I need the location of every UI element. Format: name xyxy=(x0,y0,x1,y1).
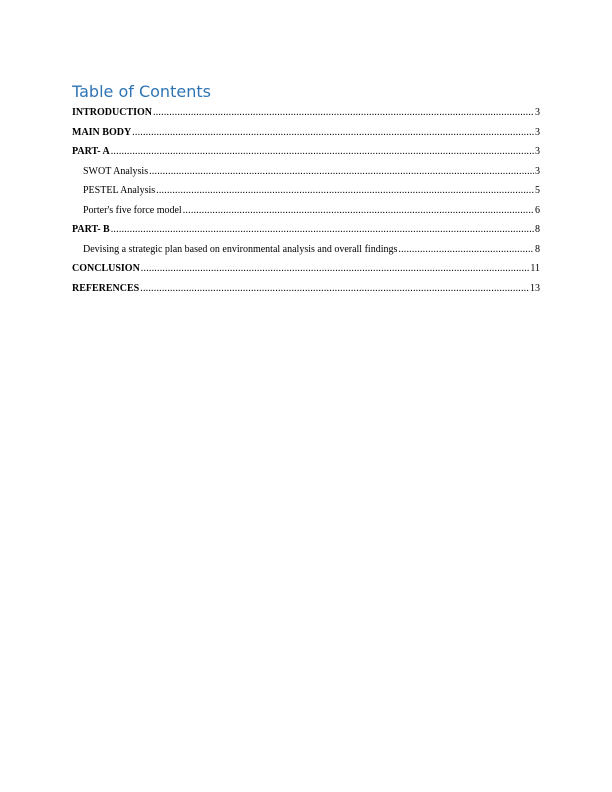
toc-title: Table of Contents xyxy=(72,82,211,101)
toc-dot-leader xyxy=(141,259,530,279)
toc-entry-pestel-analysis[interactable] xyxy=(72,181,540,201)
toc-entry-label: INTRODUCTION xyxy=(72,107,153,118)
toc-dot-leader xyxy=(183,201,534,221)
toc-entry-label: REFERENCES xyxy=(72,282,140,294)
toc-entry-part-a[interactable] xyxy=(72,142,540,162)
toc-dot-leader xyxy=(140,279,529,299)
toc-entry-page-number: 3 xyxy=(535,126,540,138)
toc-entry-label: Devising a strategic plan based on environmental analysis and overall findings xyxy=(83,243,398,255)
toc-dot-leader xyxy=(111,220,534,240)
toc-entry-page-number: 8 xyxy=(535,243,540,255)
toc-entry-label: PART- B xyxy=(72,224,110,235)
toc-entry-part-b[interactable] xyxy=(72,220,540,240)
toc-entry-main-body[interactable] xyxy=(72,123,540,143)
toc-entry-label: CONCLUSION xyxy=(72,263,140,274)
toc-entry-page-number: 11 xyxy=(530,263,540,274)
toc-dot-leader xyxy=(149,162,534,182)
toc-entry-strategic-plan[interactable] xyxy=(72,240,540,260)
toc-entry-label: PESTEL Analysis xyxy=(83,185,156,196)
toc-entry-page-number: 3 xyxy=(535,165,540,177)
toc-entry-conclusion[interactable] xyxy=(72,259,540,279)
table-of-contents xyxy=(72,82,540,298)
toc-entry-label: PART- A xyxy=(72,146,110,157)
toc-entry-page-number: 13 xyxy=(530,282,540,294)
toc-dot-leader xyxy=(156,181,534,201)
toc-entry-references[interactable] xyxy=(72,279,540,299)
toc-dot-leader xyxy=(398,240,534,260)
toc-entry-label: Porter's five force model xyxy=(83,204,182,216)
toc-entry-page-number: 3 xyxy=(535,146,540,157)
toc-entry-label: MAIN BODY xyxy=(72,126,132,138)
toc-entry-page-number: 8 xyxy=(535,224,540,235)
toc-entry-label: SWOT Analysis xyxy=(83,165,149,177)
toc-dot-leader xyxy=(153,103,534,123)
toc-entry-page-number: 6 xyxy=(535,204,540,216)
toc-dot-leader xyxy=(132,123,534,143)
toc-dot-leader xyxy=(111,142,534,162)
toc-entry-introduction[interactable] xyxy=(72,103,540,123)
toc-entry-page-number: 5 xyxy=(535,185,540,196)
toc-entry-swot-analysis[interactable] xyxy=(72,162,540,182)
toc-entry-porters-five-force-model[interactable] xyxy=(72,201,540,221)
toc-entry-page-number: 3 xyxy=(535,107,540,118)
